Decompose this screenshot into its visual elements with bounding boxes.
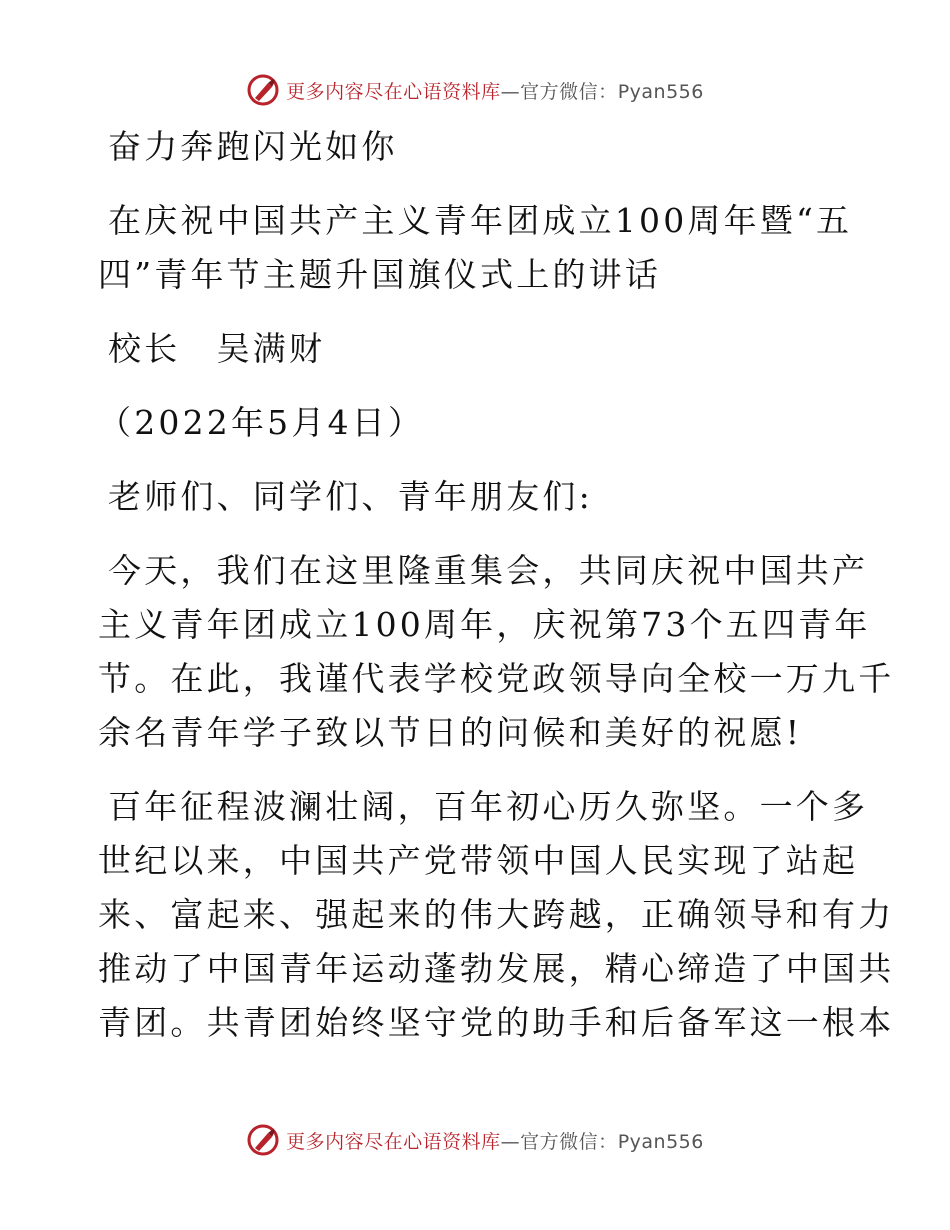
paragraph-line: 青团。共青团始终坚守党的助手和后备军这一根本 (98, 1003, 895, 1042)
subtitle-line: 在庆祝中国共产主义青年团成立100周年暨“五 (108, 201, 853, 240)
paragraph-line: 主义青年团成立100周年，庆祝第73个五四青年 (98, 605, 871, 644)
document-date: （2022年5月4日） (98, 403, 425, 442)
footer-watermark-banner (0, 1120, 950, 1160)
document-author: 校长 吴满财 (108, 329, 326, 368)
subtitle-line: 四”青年节主题升国旗仪式上的讲话 (98, 255, 662, 294)
banner-wechat-label: 官方微信： (520, 80, 618, 103)
paragraph-line: 今天，我们在这里隆重集会，共同庆祝中国共产 (108, 551, 869, 590)
banner-content (246, 73, 704, 107)
banner-text (286, 77, 704, 104)
paragraph-line: 节。在此，我谨代表学校党政领导向全校一万九千 (98, 659, 895, 698)
paragraph-line: 来、富起来、强起来的伟大跨越，正确领导和有力 (98, 895, 895, 934)
banner-dash: — (500, 80, 521, 103)
banner-content (246, 1123, 704, 1157)
banner-wechat-id: Pyan556 (617, 80, 704, 103)
banner-site-text: 更多内容尽在心语资料库 (286, 1130, 501, 1153)
paragraph-2 (98, 780, 895, 1050)
pen-nib-logo-icon (246, 73, 280, 107)
document-body (98, 120, 895, 1070)
document-subtitle (98, 194, 853, 302)
paragraph-line: 百年征程波澜壮阔，百年初心历久弥坚。一个多 (108, 787, 869, 826)
banner-dash: — (500, 1130, 521, 1153)
header-watermark-banner (0, 70, 950, 110)
paragraph-1 (98, 544, 895, 760)
document-salutation: 老师们、同学们、青年朋友们: (108, 477, 593, 516)
banner-text (286, 1127, 704, 1154)
pen-nib-logo-icon (246, 1123, 280, 1157)
paragraph-line: 余名青年学子致以节日的问候和美好的祝愿! (98, 713, 803, 752)
banner-site-text: 更多内容尽在心语资料库 (286, 80, 501, 103)
paragraph-line: 推动了中国青年运动蓬勃发展，精心缔造了中国共 (98, 949, 895, 988)
banner-wechat-label: 官方微信： (520, 1130, 618, 1153)
document-title: 奋力奔跑闪光如你 (108, 127, 398, 166)
paragraph-line: 世纪以来，中国共产党带领中国人民实现了站起 (98, 841, 859, 880)
banner-wechat-id: Pyan556 (617, 1130, 704, 1153)
